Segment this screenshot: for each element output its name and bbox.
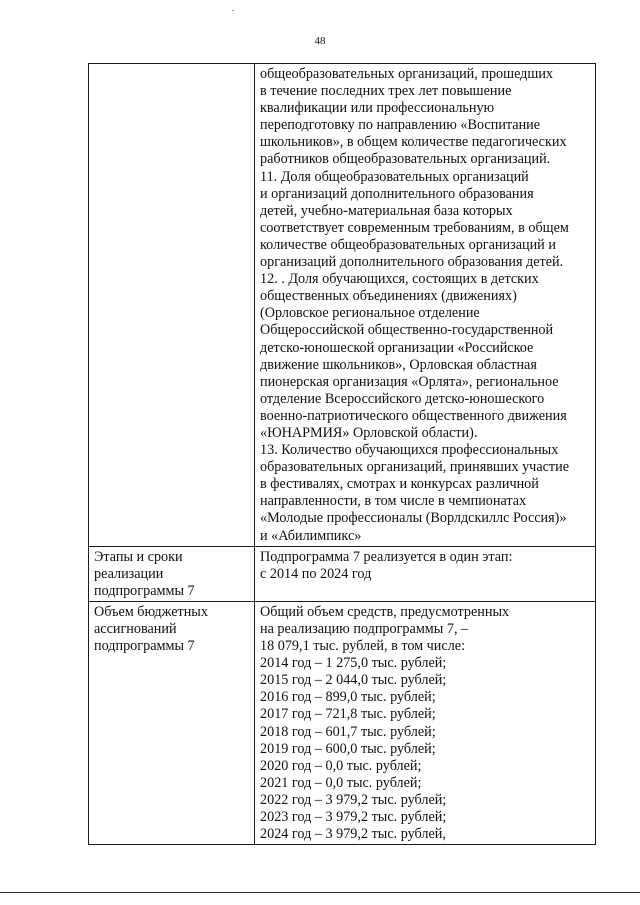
row-content-line: детей, учебно-материальная база которых [260, 202, 513, 219]
row-content-line: 2023 год – 3 979,2 тыс. рублей; [260, 809, 447, 826]
row-content-line: 2018 год – 601,7 тыс. рублей; [260, 723, 436, 740]
row-content-line: образовательных организаций, принявших участие [260, 459, 570, 476]
row-content-line: соответствует современным требованиям, в общем [260, 219, 569, 236]
row-content-line: квалификации или профессиональную [260, 100, 495, 117]
subprogram-passport-table [88, 63, 596, 845]
row-content-line: организаций дополнительного образования детей. [260, 254, 564, 271]
row-content-line: и организаций дополнительного образования [260, 185, 534, 202]
row-content-line: работников общеобразовательных организаций. [260, 151, 551, 168]
row-content-line: Общероссийской общественно-государственной [260, 322, 554, 339]
table-row-budget [89, 601, 596, 844]
row-content-line: 2016 год – 899,0 тыс. рублей; [260, 689, 436, 706]
row-content-line: «Молодые профессионалы (Ворлдскиллс Россия)» [260, 510, 567, 527]
row-content-line: Общий объем средств, предусмотренных [260, 603, 510, 620]
page-number: 48 [314, 35, 326, 47]
row-content-line: на реализацию подпрограммы 7, – [260, 621, 469, 637]
scan-mark [232, 10, 234, 11]
row-content-cell [255, 64, 596, 547]
row-content-line: 2017 год – 721,8 тыс. рублей; [260, 706, 436, 723]
page-bottom-rule [0, 892, 640, 893]
row-content-line: «ЮНАРМИЯ» Орловской области). [260, 424, 478, 441]
row-content-line: в течение последних трех лет повышение [260, 83, 512, 100]
row-content-line: 12. . Доля обучающихся, состоящих в детских [260, 271, 539, 288]
row-label-cell [89, 64, 255, 547]
row-content-line: переподготовку по направлению «Воспитание [260, 117, 541, 134]
row-label-line: реализации [94, 565, 164, 582]
row-content-line: (Орловское региональное отделение [260, 305, 480, 322]
row-label-line: Объем бюджетных [94, 603, 208, 620]
row-content-line: количестве общеобразовательных организаций и [260, 236, 556, 253]
row-label-line: подпрограммы 7 [94, 638, 195, 655]
row-content-line: 11. Доля общеобразовательных организаций [260, 168, 529, 185]
row-content-line: 2020 год – 0,0 тыс. рублей; [260, 757, 422, 774]
row-content-line: и «Абилимпикс» [260, 527, 362, 544]
row-content-line: 13. Количество обучающихся профессиональных [260, 442, 559, 459]
row-content-line: направленности, в том числе в чемпионатах [260, 493, 527, 510]
row-content-line: 2024 год – 3 979,2 тыс. рублей, [260, 826, 446, 843]
row-content-cell [255, 601, 596, 844]
row-content-line: 2022 год – 3 979,2 тыс. рублей; [260, 791, 447, 808]
row-label-line: Этапы и сроки [94, 548, 183, 565]
row-content-line: общеобразовательных организаций, прошедших [260, 66, 554, 82]
row-content-line: 2019 год – 600,0 тыс. рублей; [260, 740, 436, 757]
row-content-line: в фестивалях, смотрах и конкурсах различной [260, 476, 539, 493]
table-row-indicators [89, 64, 596, 547]
row-content-cell [255, 546, 596, 601]
row-content-line: детско-юношеской организации «Российское [260, 339, 534, 356]
row-content-line: школьников», в общем количестве педагогических [260, 134, 567, 151]
row-content-line: с 2014 по 2024 год [260, 565, 372, 582]
row-content-line: 2015 год – 2 044,0 тыс. рублей; [260, 672, 447, 689]
row-label-line: подпрограммы 7 [94, 582, 195, 599]
row-content-line: военно-патриотического общественного движения [260, 407, 567, 424]
table-row-stages [89, 546, 596, 601]
row-content-line: пионерская организация «Орлята», региональное [260, 373, 559, 390]
row-content-line: 2021 год – 0,0 тыс. рублей; [260, 774, 422, 791]
row-content-line: Подпрограмма 7 реализуется в один этап: [260, 548, 513, 565]
row-label-cell [89, 601, 255, 844]
row-content-line: 2014 год – 1 275,0 тыс. рублей; [260, 655, 447, 672]
row-content-line: отделение Всероссийского детско-юношеского [260, 390, 545, 407]
row-content-line: движение школьников», Орловская областная [260, 356, 537, 373]
row-content-line: 18 079,1 тыс. рублей, в том числе: [260, 638, 466, 655]
row-label-cell [89, 546, 255, 601]
table-body [89, 64, 596, 845]
row-content-line: общественных объединениях (движениях) [260, 288, 517, 305]
row-label-line: ассигнований [94, 621, 177, 637]
